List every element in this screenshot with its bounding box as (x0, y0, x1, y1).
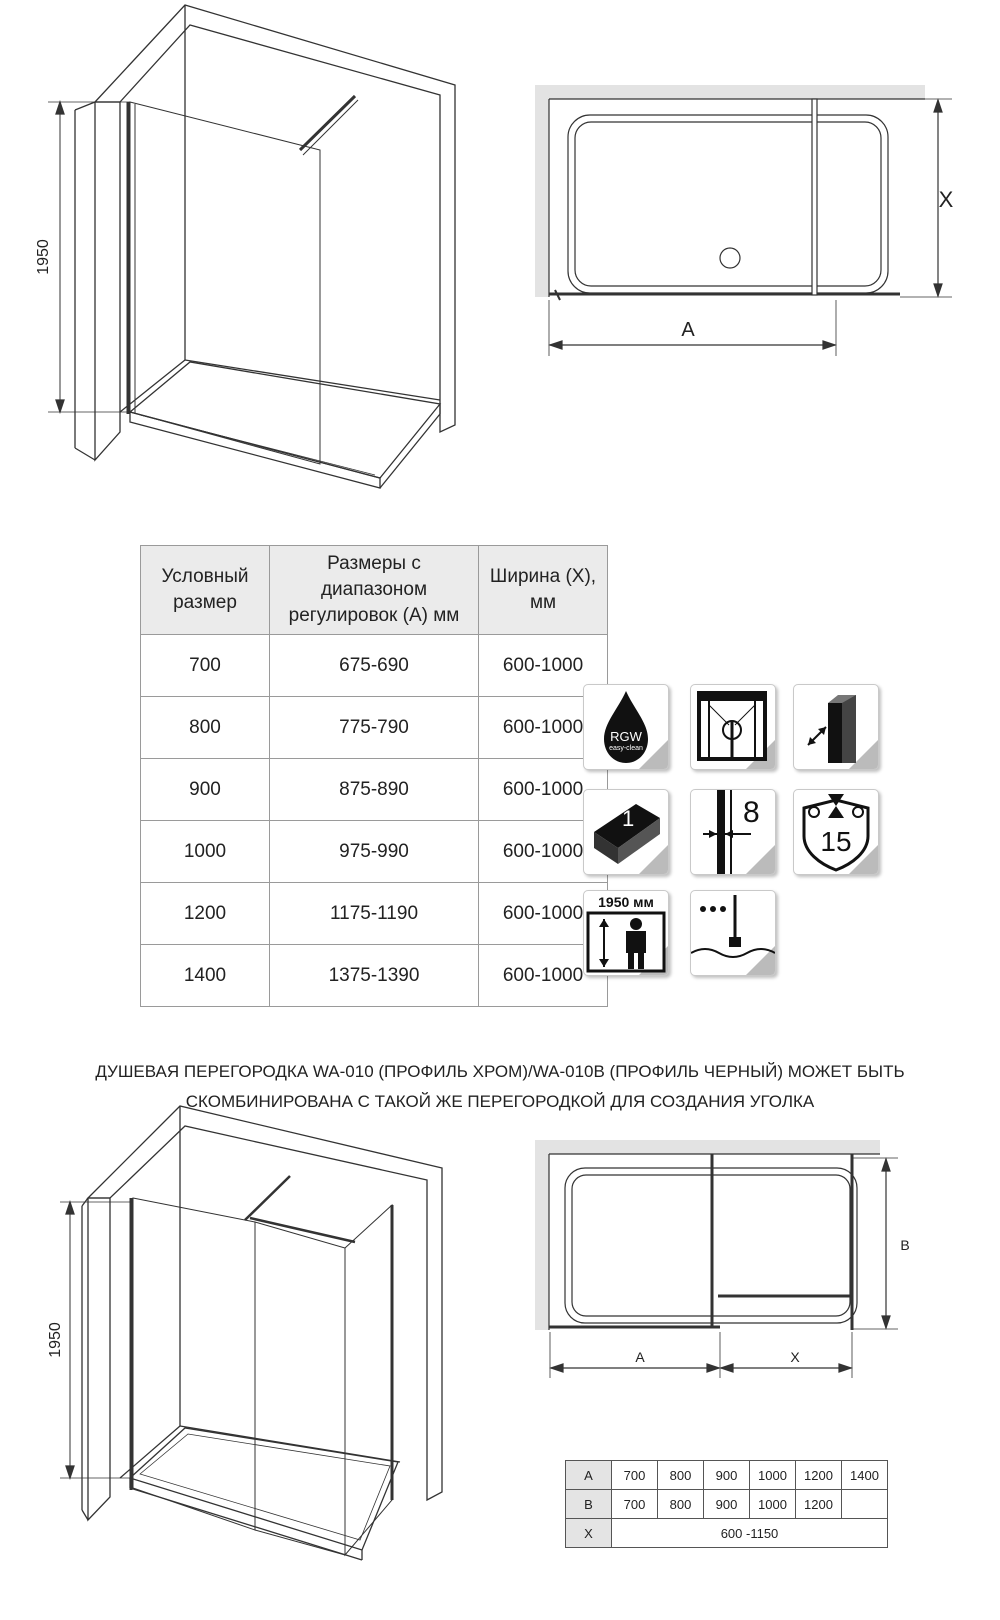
bottom-plan-view (535, 1140, 898, 1378)
cell-size: 900 (141, 759, 270, 821)
cell-range: 975-990 (270, 821, 479, 883)
top-height-label: 1950 (35, 239, 52, 275)
cell-value: 700 (612, 1490, 658, 1519)
cell-width: 600-1000 (479, 883, 608, 945)
row-label-a: A (566, 1461, 612, 1490)
cell-value: 1000 (750, 1490, 796, 1519)
cell-value: 900 (704, 1461, 750, 1490)
cell-range: 1375-1390 (270, 945, 479, 1007)
row-label-b: B (566, 1490, 612, 1519)
cell-value: 1000 (750, 1461, 796, 1490)
top-plan-label-a: A (681, 319, 695, 341)
glass-thickness-icon (690, 789, 776, 875)
cell-value: 1200 (796, 1461, 842, 1490)
cell-size: 1000 (141, 821, 270, 883)
rgw-easy-clean-icon (583, 684, 669, 770)
table-row (141, 759, 608, 821)
cell-range: 775-790 (270, 697, 479, 759)
one-box-icon (583, 789, 669, 875)
spec-table-header (141, 546, 608, 635)
table-row (566, 1461, 888, 1490)
cell-width: 600-1000 (479, 945, 608, 1007)
top-plan-view (535, 85, 952, 356)
rgw-label: RGW (610, 729, 642, 744)
bottom-isometric-diagram (60, 1106, 442, 1560)
glass-thickness-label: 8 (743, 796, 760, 829)
table-row (141, 821, 608, 883)
spec-table (140, 545, 608, 1007)
combination-note (0, 1057, 1000, 1117)
warranty-icon (793, 789, 879, 875)
cell-value: 800 (658, 1461, 704, 1490)
profile-adjust-icon (793, 684, 879, 770)
cell-value: 1200 (796, 1490, 842, 1519)
header-width-x: Ширина (Х), мм (479, 546, 608, 635)
header-adjust-range: Размеры с диапазоном регулировок (А) мм (270, 546, 479, 635)
bottom-plan-label-b: B (900, 1237, 910, 1253)
table-row (141, 883, 608, 945)
height-label: 1950 мм (598, 894, 654, 910)
cell-size: 1400 (141, 945, 270, 1007)
water-drain-icon (690, 890, 776, 976)
cell-value: 1400 (842, 1461, 888, 1490)
cell-value: 800 (658, 1490, 704, 1519)
cell-value (842, 1490, 888, 1519)
cell-value: 600 -1150 (612, 1519, 888, 1548)
one-box-label: 1 (622, 806, 635, 831)
cell-width: 600-1000 (479, 697, 608, 759)
cell-range: 675-690 (270, 635, 479, 697)
note-line-2: СКОМБИНИРОВАНА С ТАКОЙ ЖЕ ПЕРЕГОРОДКОЙ ДЛЯ СОЗДАНИЯ УГОЛКА (185, 1092, 815, 1111)
height-person-icon (583, 890, 669, 976)
cell-range: 875-890 (270, 759, 479, 821)
note-line-1: ДУШЕВАЯ ПЕРЕГОРОДКА WA-010 (ПРОФИЛЬ ХРОМ)/WA-010B (ПРОФИЛЬ ЧЕРНЫЙ) МОЖЕТ БЫТЬ (95, 1062, 905, 1081)
easy-clean-label: easy-clean (609, 745, 643, 752)
table-row (141, 945, 608, 1007)
cell-range: 1175-1190 (270, 883, 479, 945)
table-row (566, 1519, 888, 1548)
cell-value: 900 (704, 1490, 750, 1519)
warranty-label: 15 (820, 826, 852, 857)
bottom-plan-label-a: A (635, 1349, 645, 1365)
combo-table (565, 1460, 888, 1548)
top-plan-label-x: X (938, 187, 954, 212)
table-row (141, 635, 608, 697)
table-row (566, 1490, 888, 1519)
cell-width: 600-1000 (479, 759, 608, 821)
cell-size: 700 (141, 635, 270, 697)
cell-width: 600-1000 (479, 821, 608, 883)
header-nominal-size: Условный размер (141, 546, 270, 635)
bottom-height-label: 1950 (47, 1322, 64, 1358)
bottom-plan-label-x: X (790, 1349, 800, 1365)
cell-width: 600-1000 (479, 635, 608, 697)
glass-door-icon (690, 684, 776, 770)
cell-size: 1200 (141, 883, 270, 945)
row-label-x: X (566, 1519, 612, 1548)
cell-size: 800 (141, 697, 270, 759)
cell-value: 700 (612, 1461, 658, 1490)
table-row (141, 697, 608, 759)
